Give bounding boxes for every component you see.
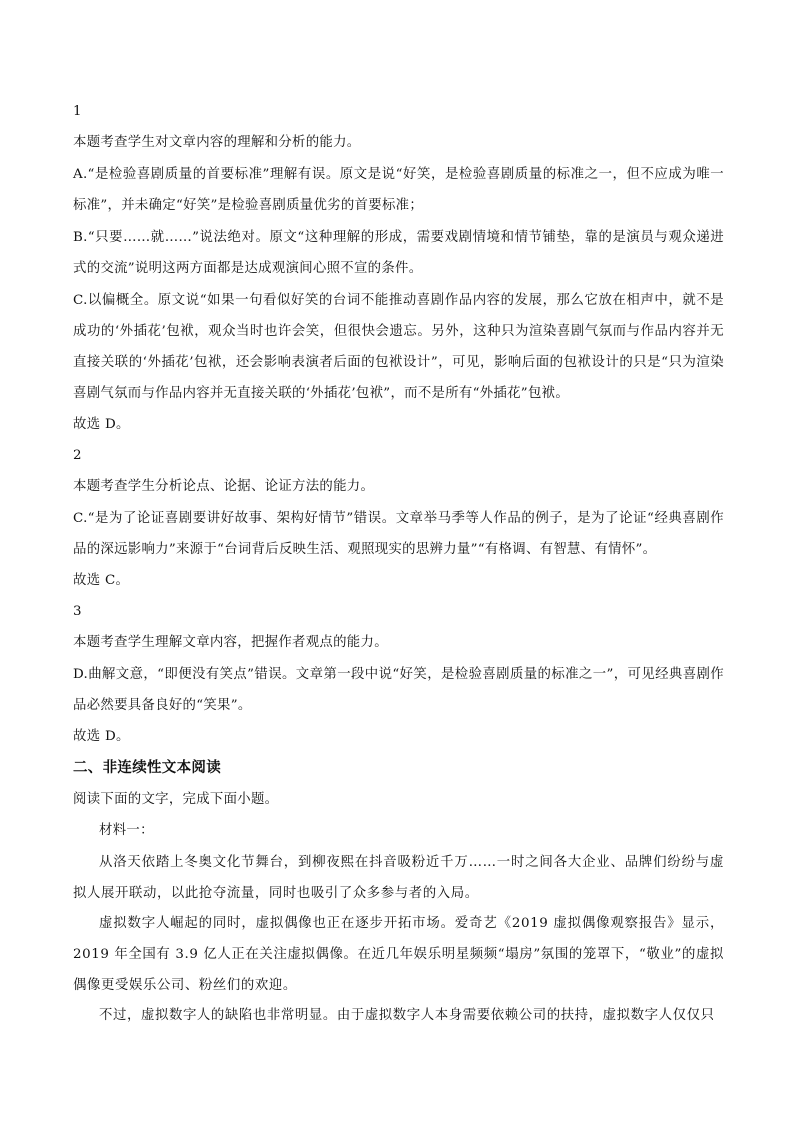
answer-text: B.“只要……就……”说法绝对。原文“这种理解的形成，需要戏剧情境和情节铺垫，靠的是演员与观众递进式的交流”说明这两方面都是达成观演间心照不宣的条件。 (73, 230, 724, 276)
answer-text: D.曲解文意，“即便没有笑点”错误。文章第一段中说“好笑，是检验喜剧质量的标准之一”，可见经典喜剧作品必然要具备良好的“笑果”。 (73, 667, 724, 713)
answer-text: A.“是检验喜剧质量的首要标准”理解有误。原文是说“好笑，是检验喜剧质量的标准之一，但不应成为唯一标准”，并未确定“好笑”是检验喜剧质量优劣的首要标准； (73, 167, 724, 213)
answer-text: 本题考查学生分析论点、论据、论证方法的能力。 (73, 479, 375, 494)
answer-number: 3 (73, 604, 82, 619)
section-instruction: 阅读下面的文字，完成下面小题。 (73, 792, 279, 807)
answer-conclusion: 故选 D。 (73, 417, 130, 432)
material-paragraph: 不过，虚拟数字人的缺陷也非常明显。由于虚拟数字人本身需要依赖公司的扶持，虚拟数字人仅仅只 (99, 1008, 715, 1023)
material-paragraph: 虚拟数字人崛起的同时，虚拟偶像也正在逐步开拓市场。爱奇艺《2019 虚拟偶像观察报告》显示，2019 年全国有 3.9 亿人正在关注虚拟偶像。在近几年娱乐明星频频“塌房”氛围的笼罩下，“敬业”的虚拟偶像更受娱乐公司、粉丝们的欢迎。 (73, 916, 724, 993)
material-label: 材料一： (99, 823, 154, 838)
section-title: 二、非连续性文本阅读 (73, 760, 221, 776)
material-paragraph: 从洛天依踏上冬奥文化节舞台，到柳夜熙在抖音吸粉近千万……一时之间各大企业、品牌们纷纷与虚拟人展开联动，以此抢夺流量，同时也吸引了众多参与者的入局。 (73, 855, 724, 901)
answer-block-1 (73, 102, 724, 435)
answer-conclusion: 故选 C。 (73, 573, 130, 588)
answer-text: 本题考查学生理解文章内容，把握作者观点的能力。 (73, 635, 388, 650)
answer-number: 2 (73, 448, 82, 463)
answer-text: C.以偏概全。原文说“如果一句看似好笑的台词不能推动喜剧作品内容的发展，那么它放在相声中，就不是成功的‘外插花’包袱，观众当时也许会笑，但很快会遗忘。另外，这种只为渲染喜剧气氛而与作品内容并无直接关联的‘外插花’包袱，还会影响表演者后面的包袱设计”，可见，影响后面的包袱设计的只是“只为渲染喜剧气氛而与作品内容并无直接关联的‘外插花’包袱”，而不是所有“外插花”包袱。 (73, 293, 724, 401)
answer-number: 1 (73, 104, 82, 119)
answer-text: 本题考查学生对文章内容的理解和分析的能力。 (73, 135, 361, 150)
answer-block-3 (73, 602, 724, 747)
answer-block-2 (73, 446, 724, 591)
answer-text: C.“是为了论证喜剧要讲好故事、架构好情节”错误。文章举马季等人作品的例子，是为了论证“经典喜剧作品的深远影响力”来源于“台词背后反映生活、观照现实的思辨力量”“有格调、有智慧、有情怀”。 (73, 511, 724, 557)
answer-conclusion: 故选 D。 (73, 729, 130, 744)
